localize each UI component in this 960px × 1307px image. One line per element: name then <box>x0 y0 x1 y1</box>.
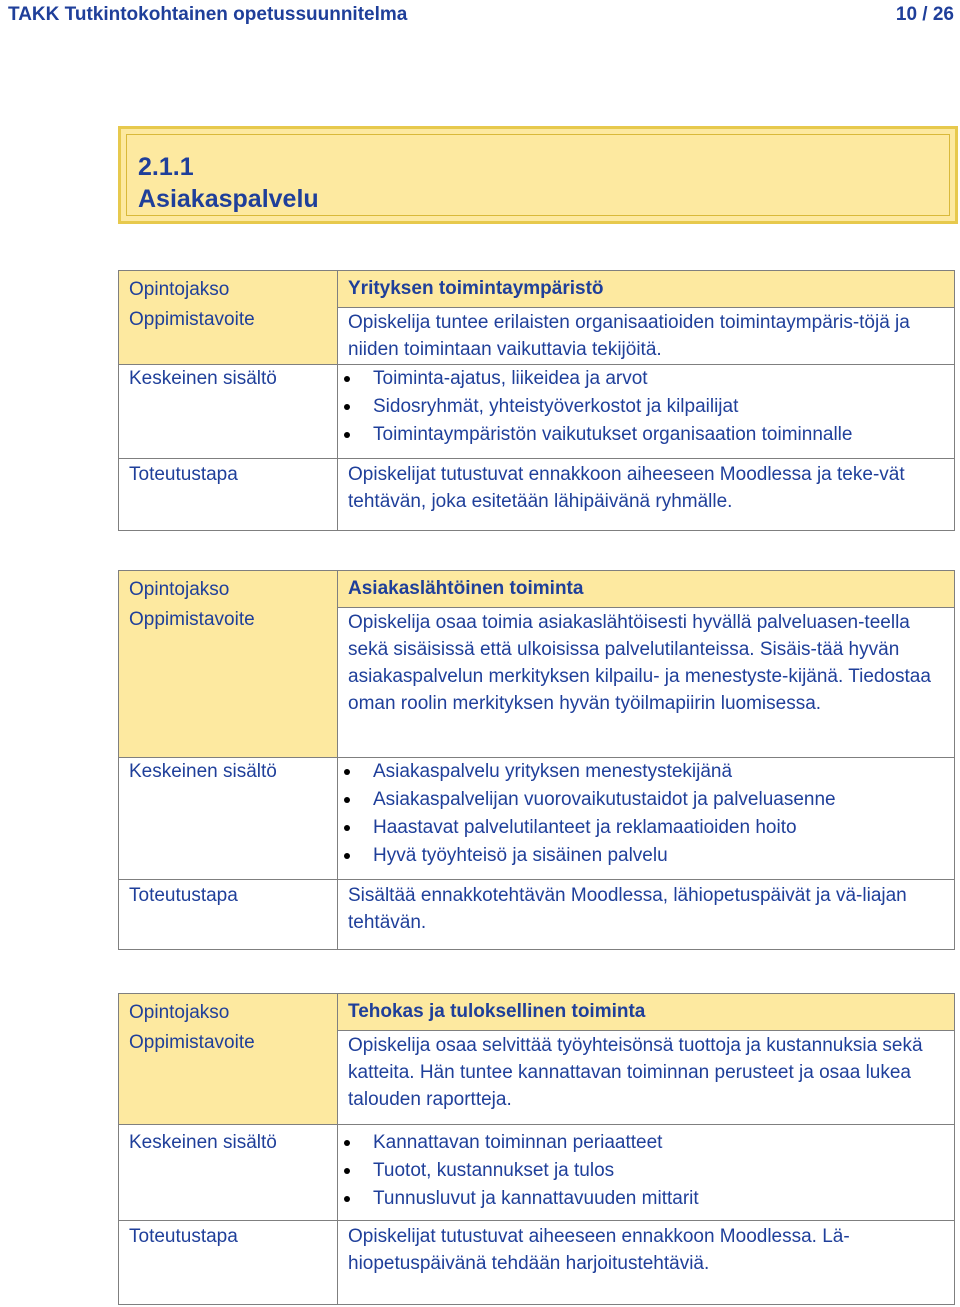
page-header <box>8 4 954 26</box>
page-indicator: 10 / 26 <box>895 4 954 25</box>
course-labels-cell <box>119 994 338 1125</box>
course-name-row <box>119 571 955 608</box>
course-name-row <box>119 994 955 1031</box>
course-label: Opintojakso <box>129 279 230 300</box>
course-table-3 <box>118 993 955 1305</box>
list-item: Tunnusluvut ja kannattavuuden mittarit <box>338 1185 942 1213</box>
list-item: Sidosryhmät, yhteistyöverkostot ja kilpailijat <box>338 393 942 421</box>
course-label: Opintojakso <box>129 579 230 600</box>
content-label: Keskeinen sisältö <box>119 1125 338 1221</box>
objective-text: Opiskelija osaa selvittää työyhteisönsä tuottoja ja kustannuksia sekä katteita. Hän tuntee kannattavan toiminnan perusteet ja osaa lukea talouden raportteja. <box>338 1031 955 1125</box>
content-list <box>338 758 942 870</box>
list-item: Asiakaspalvelu yrityksen menestystekijänä <box>338 758 942 786</box>
list-item: Haastavat palvelutilanteet ja reklamaatioiden hoito <box>338 814 942 842</box>
implementation-text: Sisältää ennakkotehtävän Moodlessa, lähiopetuspäivät ja vä-liajan tehtävän. <box>338 880 955 950</box>
content-label: Keskeinen sisältö <box>119 365 338 459</box>
objective-label: Oppimistavoite <box>129 609 255 630</box>
implementation-label: Toteutustapa <box>119 1221 338 1305</box>
course-name-row <box>119 271 955 308</box>
content-row <box>119 758 955 880</box>
section-heading <box>126 134 950 216</box>
implementation-text: Opiskelijat tutustuvat ennakkoon aiheeseen Moodlessa ja teke-vät tehtävän, joka esitetään lähipäivänä ryhmälle. <box>338 459 955 531</box>
course-table-2 <box>118 570 955 950</box>
course-label: Opintojakso <box>129 1002 230 1023</box>
section-heading-box <box>118 126 958 224</box>
implementation-row <box>119 1221 955 1305</box>
section-number: 2.1.1 <box>138 153 194 181</box>
objective-text: Opiskelija osaa toimia asiakaslähtöisesti hyvällä palveluasen-teella sekä sisäisissä että ulkoisissa palvelutilanteissa. Sisäis-tää hyvän asiakaspalvelun merkityksen kilpailu- ja menestyste-kijänä. Tiedostaa oman roolin merkityksen hyvän työilmapiirin luomisessa. <box>338 608 955 758</box>
objective-label: Oppimistavoite <box>129 1032 255 1053</box>
course-name: Asiakaslähtöinen toiminta <box>338 571 955 608</box>
content-row <box>119 1125 955 1221</box>
course-name: Yrityksen toimintaympäristö <box>338 271 955 308</box>
objective-label: Oppimistavoite <box>129 309 255 330</box>
implementation-text: Opiskelijat tutustuvat aiheeseen ennakkoon Moodlessa. Lä-hiopetuspäivänä tehdään harjoitustehtäviä. <box>338 1221 955 1305</box>
implementation-row <box>119 459 955 531</box>
course-table-1 <box>118 270 955 531</box>
content-cell <box>338 365 955 459</box>
content-row <box>119 365 955 459</box>
content-cell <box>338 758 955 880</box>
implementation-row <box>119 880 955 950</box>
content-cell <box>338 1125 955 1221</box>
objective-text: Opiskelija tuntee erilaisten organisaatioiden toimintaympäris-töjä ja niiden toimintaan vaikuttavia tekijöitä. <box>338 308 955 365</box>
document-title: TAKK Tutkintokohtainen opetussuunnitelma <box>8 4 408 25</box>
section-title: Asiakaspalvelu <box>138 185 319 213</box>
list-item: Tuotot, kustannukset ja tulos <box>338 1157 942 1185</box>
course-name: Tehokas ja tuloksellinen toiminta <box>338 994 955 1031</box>
list-item: Toiminta-ajatus, liikeidea ja arvot <box>338 365 942 393</box>
list-item: Asiakaspalvelijan vuorovaikutustaidot ja palveluasenne <box>338 786 942 814</box>
course-labels-cell <box>119 571 338 758</box>
content-list <box>338 365 942 449</box>
list-item: Toimintaympäristön vaikutukset organisaation toiminnalle <box>338 421 942 449</box>
implementation-label: Toteutustapa <box>119 459 338 531</box>
content-list <box>338 1129 942 1213</box>
list-item: Hyvä työyhteisö ja sisäinen palvelu <box>338 842 942 870</box>
implementation-label: Toteutustapa <box>119 880 338 950</box>
content-label: Keskeinen sisältö <box>119 758 338 880</box>
course-labels-cell <box>119 271 338 365</box>
list-item: Kannattavan toiminnan periaatteet <box>338 1129 942 1157</box>
